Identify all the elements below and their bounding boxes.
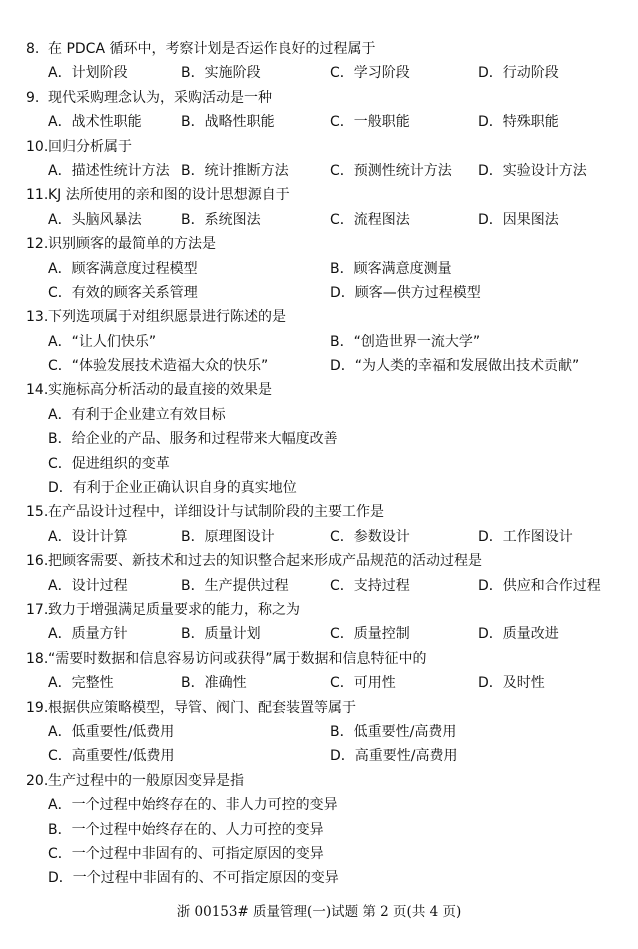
question-stem [0,549,638,573]
option-row [0,744,638,768]
answer-option: C．学习阶段 [330,65,410,82]
question-text: 根据供应策略模型，导管、阀门、配套装置等属于 [48,699,356,716]
answer-option: A．完整性 [48,675,114,692]
answer-option: A．计划阶段 [48,65,128,82]
answer-option: B．统计推断方法 [181,162,289,179]
question-item [0,647,638,696]
answer-option: B．低重要性/高费用 [330,723,457,740]
answer-option: C．质量控制 [330,626,410,643]
answer-option: B．实施阶段 [181,65,261,82]
answer-option: A．头脑风暴法 [48,211,142,228]
answer-option: B．系统图法 [181,211,261,228]
question-stem [0,183,638,207]
answer-option: D．因果图法 [478,211,559,228]
answer-option: A．低重要性/低费用 [48,723,175,740]
answer-option: A．一个过程中始终存在的、非人力可控的变异 [48,797,338,814]
answer-option: D．质量改进 [478,626,559,643]
question-item [0,86,638,135]
answer-option: D．高重要性/高费用 [330,748,458,765]
question-item [0,696,638,769]
question-item [0,378,638,500]
option-row [0,818,638,842]
question-item [0,305,638,378]
question-item [0,37,638,86]
option-row [0,281,638,305]
answer-option: D．行动阶段 [478,65,559,82]
option-row [0,671,638,695]
answer-option: A．设计计算 [48,528,128,545]
option-row [0,793,638,817]
option-row [0,61,638,85]
answer-option: D．供应和合作过程 [478,577,601,594]
question-text: 回归分析属于 [48,138,132,155]
question-stem [0,305,638,329]
option-row [0,208,638,232]
answer-option: D．特殊职能 [478,114,559,131]
answer-option: D．有利于企业正确认识自身的真实地位 [48,480,297,497]
question-stem [0,500,638,524]
question-text: 致力于增强满足质量要求的能力，称之为 [48,601,300,618]
answer-option: A．有利于企业建立有效目标 [48,406,226,423]
answer-option: A．描述性统计方法 [48,162,170,179]
question-text: 把顾客需要、新技术和过去的知识整合起来形成产品规范的活动过程是 [48,553,482,570]
answer-option: B．原理图设计 [181,528,275,545]
answer-option: C．流程图法 [330,211,410,228]
option-row [0,866,638,890]
answer-option: D．顾客—供方过程模型 [330,284,481,301]
question-number: 11. [26,187,49,204]
question-text: 实施标高分析活动的最直接的效果是 [48,382,272,399]
answer-option: D．及时性 [478,675,545,692]
answer-option: C．一个过程中非固有的、可指定原因的变异 [48,845,324,862]
option-row [0,257,638,281]
question-stem [0,135,638,159]
answer-option: C．“体验发展技术造福大众的快乐” [48,358,269,375]
answer-option: A．战术性职能 [48,114,142,131]
answer-option: B．准确性 [181,675,247,692]
question-number: 12. [26,236,49,253]
question-stem [0,647,638,671]
answer-option: B．质量计划 [181,626,261,643]
question-item [0,549,638,598]
question-text: 在产品设计过程中，详细设计与试制阶段的主要工作是 [48,504,384,521]
answer-option: C．高重要性/低费用 [48,748,175,765]
question-text: 识别顾客的最简单的方法是 [48,236,216,253]
option-row [0,452,638,476]
option-row [0,427,638,451]
question-text: “需要时数据和信息容易访问或获得”属于数据和信息特征中的 [48,650,427,667]
option-row [0,525,638,549]
question-number: 20. [26,772,49,789]
question-text: 在 PDCA 循环中，考察计划是否运作良好的过程属于 [48,41,376,57]
question-text: 生产过程中的一般原因变异是指 [48,772,244,789]
answer-option: C．有效的顾客关系管理 [48,284,198,301]
question-number: 16. [26,553,49,570]
answer-option: C．参数设计 [330,528,410,545]
question-stem [0,378,638,402]
answer-option: C．促进组织的变革 [48,455,170,472]
question-number: 13. [26,309,49,326]
answer-option: B．给企业的产品、服务和过程带来大幅度改善 [48,431,338,448]
answer-option: A．顾客满意度过程模型 [48,260,198,277]
answer-option: A．设计过程 [48,577,128,594]
answer-option: A．“让人们快乐” [48,333,157,350]
question-stem [0,598,638,622]
question-item [0,232,638,305]
question-number: 15. [26,504,49,521]
option-row [0,159,638,183]
option-row [0,330,638,354]
answer-option: B．生产提供过程 [181,577,289,594]
page-footer: 浙 00153# 质量管理(一)试题 第 2 页(共 4 页) [176,904,462,920]
question-stem [0,232,638,256]
answer-option: D．实验设计方法 [478,162,587,179]
answer-option: B．一个过程中始终存在的、人力可控的变异 [48,821,324,838]
question-item [0,500,638,549]
option-row [0,574,638,598]
answer-option: D．“为人类的幸福和发展做出技术贡献” [330,358,580,375]
question-number: 9. [26,89,40,106]
option-row [0,403,638,427]
answer-option: D．工作图设计 [478,528,573,545]
question-stem [0,37,638,61]
question-text: 下列选项属于对组织愿景进行陈述的是 [48,309,286,326]
answer-option: D．一个过程中非固有的、不可指定原因的变异 [48,870,339,887]
question-list [0,37,638,891]
question-number: 19. [26,699,49,716]
answer-option: C．预测性统计方法 [330,162,452,179]
question-number: 17. [26,601,49,618]
question-number: 10. [26,138,49,155]
answer-option: B．“创造世界一流大学” [330,333,481,350]
question-stem [0,86,638,110]
question-item [0,183,638,232]
question-text: KJ 法所使用的亲和图的设计思想源自于 [48,187,290,204]
answer-option: C．可用性 [330,675,396,692]
option-row [0,622,638,646]
question-item [0,769,638,891]
answer-option: A．质量方针 [48,626,128,643]
question-item [0,135,638,184]
question-stem [0,769,638,793]
option-row [0,476,638,500]
answer-option: B．顾客满意度测量 [330,260,452,277]
option-row [0,842,638,866]
answer-option: C．一般职能 [330,114,410,131]
question-number: 14. [26,382,49,399]
option-row [0,720,638,744]
question-text: 现代采购理念认为，采购活动是一种 [48,89,272,106]
option-row [0,354,638,378]
answer-option: C．支持过程 [330,577,410,594]
question-item [0,598,638,647]
question-number: 18. [26,650,49,667]
question-number: 8. [26,41,40,57]
answer-option: B．战略性职能 [181,114,275,131]
option-row [0,110,638,134]
question-stem [0,696,638,720]
